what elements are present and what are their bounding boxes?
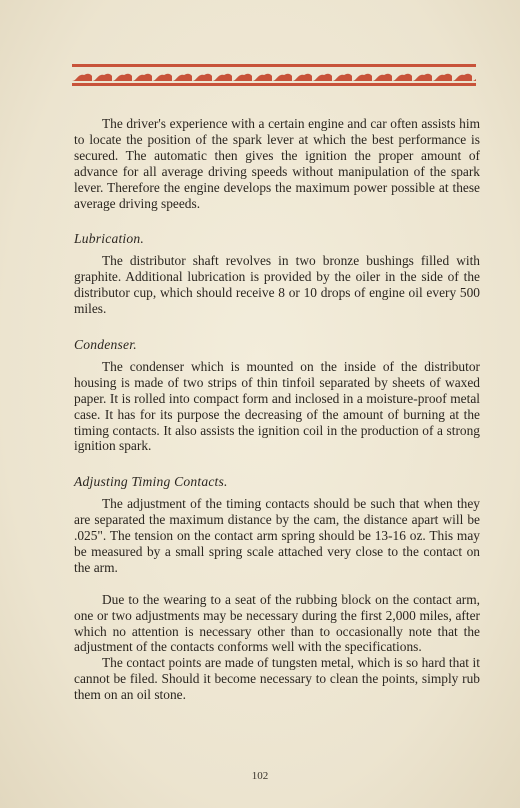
timing-contacts-paragraph-2: Due to the wearing to a seat of the rubbing block on the contact arm, one or two adjustments may be necessary during the first 2,000 miles, after which no attention is necessary other than to occasionally note that the adjustment of the contacts conforms well with the specifications. (74, 591, 480, 655)
timing-contacts-paragraph-1: The adjustment of the timing contacts should be such that when they are separated the maximum distance by the cam, the distance apart will be .025". The tension on the contact arm spring should be 13-16 oz. This may be measured by a small spring scale attached very close to the contact on the arm. (74, 496, 480, 575)
page-number: 102 (251, 770, 269, 782)
page-body (74, 116, 480, 703)
lubrication-paragraph: The distributor shaft revolves in two bronze bushings filled with graphite. Additional lubrication is provided by the oiler in the side of the distributor cup, which should receive 8 or 10 drops of engine oil every 500 miles. (74, 253, 480, 317)
section-heading-lubrication: Lubrication. (74, 231, 144, 247)
condenser-paragraph: The condenser which is mounted on the inside of the distributor housing is made of two strips of thin tinfoil separated by sheets of waxed paper. It is rolled into compact form and inclosed in a moisture-proof metal case. It has for its purpose the decreasing of the amount of burning at the timing contacts. It also assists the ignition coil in the production of a strong ignition spark. (74, 358, 480, 454)
intro-paragraph: The driver's experience with a certain engine and car often assists him to locate the position of the spark lever at which the best performance is secured. The automatic then gives the ignition the proper amount of advance for all average driving speeds without manipulation of the spark lever. Therefore the engine develops the maximum power possible at these average driving speeds. (74, 116, 480, 211)
section-heading-adjusting-timing-contacts: Adjusting Timing Contacts. (74, 474, 228, 490)
decorative-wave-border (72, 64, 476, 86)
section-heading-condenser: Condenser. (74, 336, 137, 352)
timing-contacts-paragraph-3: The contact points are made of tungsten metal, which is so hard that it cannot be filed. Should it become necessary to clean the points, simply rub them on an oil stone. (74, 655, 480, 703)
